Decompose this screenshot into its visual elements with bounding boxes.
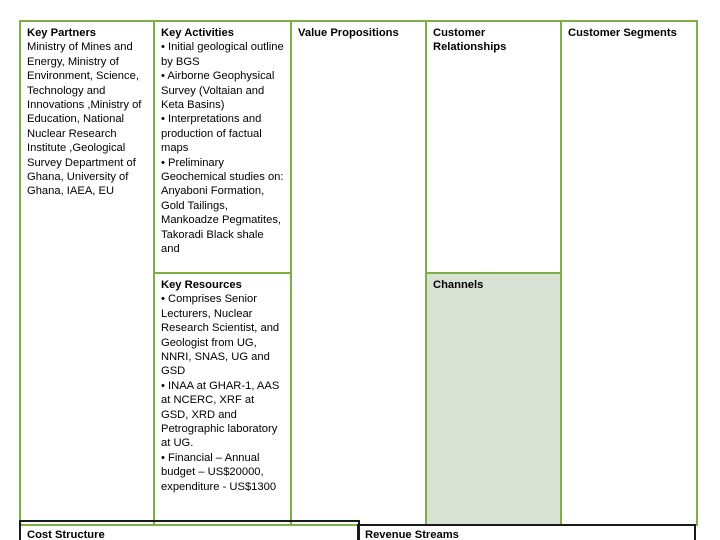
channels-cell — [425, 272, 562, 526]
key-partners-cell — [19, 20, 155, 526]
value-propositions-cell — [290, 20, 427, 526]
key-partners-body: Ministry of Mines and Energy, Ministry of Environment, Science, Technology and Innovations ,Ministry of Education, National Nuclear Research Institute ,Geological Survey Department of Ghana, University of Ghana, IAEA, EU — [27, 41, 142, 198]
customer-segments-cell — [560, 20, 698, 526]
customer-segments-title: Customer Segments — [568, 27, 677, 39]
value-propositions-title: Value Propositions — [298, 27, 399, 39]
key-partners-title: Key Partners — [27, 27, 97, 39]
customer-relationships-cell — [425, 20, 562, 274]
key-resources-title: Key Resources — [161, 279, 242, 291]
cost-structure-cell — [19, 520, 360, 540]
key-resources-cell — [153, 272, 292, 526]
key-resources-body: • Comprises Senior Lecturers, Nuclear Research Scientist, and Geologist from UG, NNRI, SNAS, UG and GSD • INAA at GHAR-1, AAS at NCERC, XRF at GSD, XRD and Petrographic laboratory at UG. • Financial – Annual budget – US$20000, expenditure - US$1300 — [161, 293, 280, 493]
customer-relationships-title: Customer Relationships — [433, 27, 507, 54]
revenue-streams-cell — [357, 524, 696, 540]
revenue-streams-title: Revenue Streams — [365, 529, 459, 540]
key-activities-body: • Initial geological outline by BGS • Airborne Geophysical Survey (Voltaian and Keta Basins) • Interpretations and production of factual maps • Preliminary Geochemical studies on: Anyaboni Formation, Gold Tailings, Mankoadze Pegmatites, Takoradi Black shale and — [161, 41, 284, 256]
cost-structure-title: Cost Structure — [27, 529, 105, 540]
key-activities-title: Key Activities — [161, 27, 234, 39]
channels-title: Channels — [433, 279, 484, 291]
key-activities-cell — [153, 20, 292, 274]
